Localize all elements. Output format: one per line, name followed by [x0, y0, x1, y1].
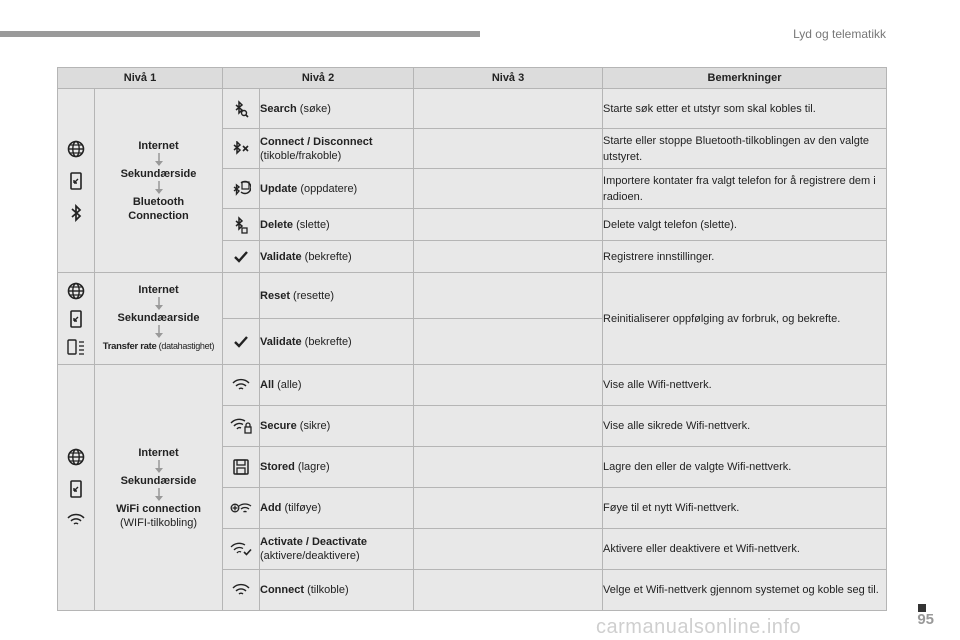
row-icon-cell	[223, 209, 260, 241]
wifi-lock-icon	[230, 417, 252, 435]
level2-cell: Connect / Disconnect (tikoble/frakoble)	[260, 129, 414, 169]
level2-cell: Stored (lagre)	[260, 447, 414, 488]
level3-cell	[414, 447, 603, 488]
col-header-remarks: Bemerkninger	[603, 68, 887, 89]
level3-cell	[414, 169, 603, 209]
row-icon-cell	[223, 570, 260, 611]
level3-cell	[414, 529, 603, 570]
level2-cell: Validate (bekrefte)	[260, 319, 414, 365]
bluetooth-disconnect-icon	[232, 141, 250, 157]
level3-cell	[414, 365, 603, 406]
col-header-level3: Nivå 3	[414, 68, 603, 89]
level1-path	[95, 89, 223, 273]
level3-cell	[414, 570, 603, 611]
data-rate-icon	[67, 338, 85, 356]
level2-cell: Reset (resette)	[260, 273, 414, 319]
row-icon-cell	[223, 447, 260, 488]
level2-cell: Activate / Deactivate (aktivere/deaktivere)	[260, 529, 414, 570]
globe-icon	[67, 140, 85, 158]
level2-cell: Validate (bekrefte)	[260, 241, 414, 273]
wifi-toggle-icon	[230, 541, 252, 557]
table-row	[58, 273, 887, 319]
wifi-icon	[66, 512, 86, 528]
row-icon-cell	[223, 529, 260, 570]
bluetooth-search-icon	[233, 100, 249, 118]
path-secondary: Sekundærside	[120, 474, 197, 487]
wifi-add-icon	[230, 500, 252, 516]
level2-cell: Connect (tilkoble)	[260, 570, 414, 611]
check-icon	[234, 336, 248, 348]
remark-cell: Aktivere eller deaktivere et Wifi-nettverk.	[603, 529, 887, 570]
level2-cell: Search (søke)	[260, 89, 414, 129]
row-icon-cell	[223, 406, 260, 447]
save-icon	[233, 459, 249, 475]
path-wifi-connection: WiFi connection	[116, 502, 201, 515]
level1-path	[95, 273, 223, 365]
arrow-down-icon	[154, 181, 164, 195]
path-wifi-connection-translation: (WIFI-tilkobling)	[120, 516, 198, 529]
remark-cell: Starte eller stoppe Bluetooth-tilkoblingen av den valgte utstyret.	[603, 129, 887, 169]
globe-icon	[67, 448, 85, 466]
arrow-down-icon	[154, 325, 164, 339]
remark-cell: Vise alle sikrede Wifi-nettverk.	[603, 406, 887, 447]
level3-cell	[414, 319, 603, 365]
arrow-down-icon	[154, 297, 164, 311]
remark-cell: Føye til et nytt Wifi-nettverk.	[603, 488, 887, 529]
arrow-down-icon	[154, 153, 164, 167]
path-internet: Internet	[138, 139, 179, 152]
remark-cell: Lagre den eller de valgte Wifi-nettverk.	[603, 447, 887, 488]
wifi-icon	[231, 377, 251, 393]
row-icon-cell	[223, 365, 260, 406]
path-secondary: Sekundæarside	[117, 312, 200, 324]
globe-icon	[67, 282, 85, 300]
path-secondary: Sekundærside	[120, 167, 197, 180]
row-icon-cell	[223, 488, 260, 529]
level3-cell	[414, 89, 603, 129]
phone-screen-icon	[69, 480, 83, 498]
row-icon-cell	[223, 169, 260, 209]
level1-icons	[58, 89, 95, 273]
path-transfer-rate: Transfer rate (datahastighet)	[102, 341, 215, 352]
level2-cell: Secure (sikre)	[260, 406, 414, 447]
row-icon-cell	[223, 89, 260, 129]
remark-cell: Registrere innstillinger.	[603, 241, 887, 273]
level1-path	[95, 365, 223, 611]
remark-cell: Delete valgt telefon (slette).	[603, 209, 887, 241]
level3-cell	[414, 241, 603, 273]
level1-icons	[58, 273, 95, 365]
col-header-level2: Nivå 2	[223, 68, 414, 89]
path-bluetooth-connection: Bluetooth Connection	[128, 195, 189, 222]
level2-cell: Add (tilføye)	[260, 488, 414, 529]
remark-cell: Vise alle Wifi-nettverk.	[603, 365, 887, 406]
level3-cell	[414, 129, 603, 169]
row-icon-cell	[223, 129, 260, 169]
level3-cell	[414, 209, 603, 241]
wifi-connect-icon	[231, 582, 251, 598]
level3-cell	[414, 488, 603, 529]
row-icon-cell	[223, 319, 260, 365]
phone-screen-icon	[69, 172, 83, 190]
path-internet: Internet	[138, 284, 179, 296]
level2-cell: Delete (slette)	[260, 209, 414, 241]
check-icon	[234, 251, 248, 263]
arrow-down-icon	[154, 488, 164, 502]
bluetooth-update-icon	[231, 180, 251, 198]
col-header-level1: Nivå 1	[58, 68, 223, 89]
header-bar	[0, 31, 480, 37]
level3-cell	[414, 273, 603, 319]
remark-cell: Reinitialiserer oppfølging av forbruk, og bekrefte.	[603, 273, 887, 365]
level3-cell	[414, 406, 603, 447]
phone-screen-icon	[69, 310, 83, 328]
level2-cell: Update (oppdatere)	[260, 169, 414, 209]
row-icon-cell	[223, 273, 260, 319]
page-number: 95	[917, 611, 934, 628]
watermark: carmanualsonline.info	[596, 616, 802, 638]
remark-cell: Starte søk etter et utstyr som skal kobles til.	[603, 89, 887, 129]
remark-cell: Velge et Wifi-nettverk gjennom systemet og koble seg til.	[603, 570, 887, 611]
arrow-down-icon	[154, 460, 164, 474]
bluetooth-icon	[70, 204, 82, 222]
row-icon-cell	[223, 241, 260, 273]
menu-table	[57, 67, 887, 611]
path-internet: Internet	[138, 446, 179, 459]
bluetooth-delete-icon	[233, 216, 249, 234]
page-header-title: Lyd og telematikk	[793, 27, 886, 41]
remark-cell: Importere kontater fra valgt telefon for å registrere dem i radioen.	[603, 169, 887, 209]
level1-icons	[58, 365, 95, 611]
level2-cell: All (alle)	[260, 365, 414, 406]
table-row	[58, 365, 887, 406]
table-row	[58, 89, 887, 129]
